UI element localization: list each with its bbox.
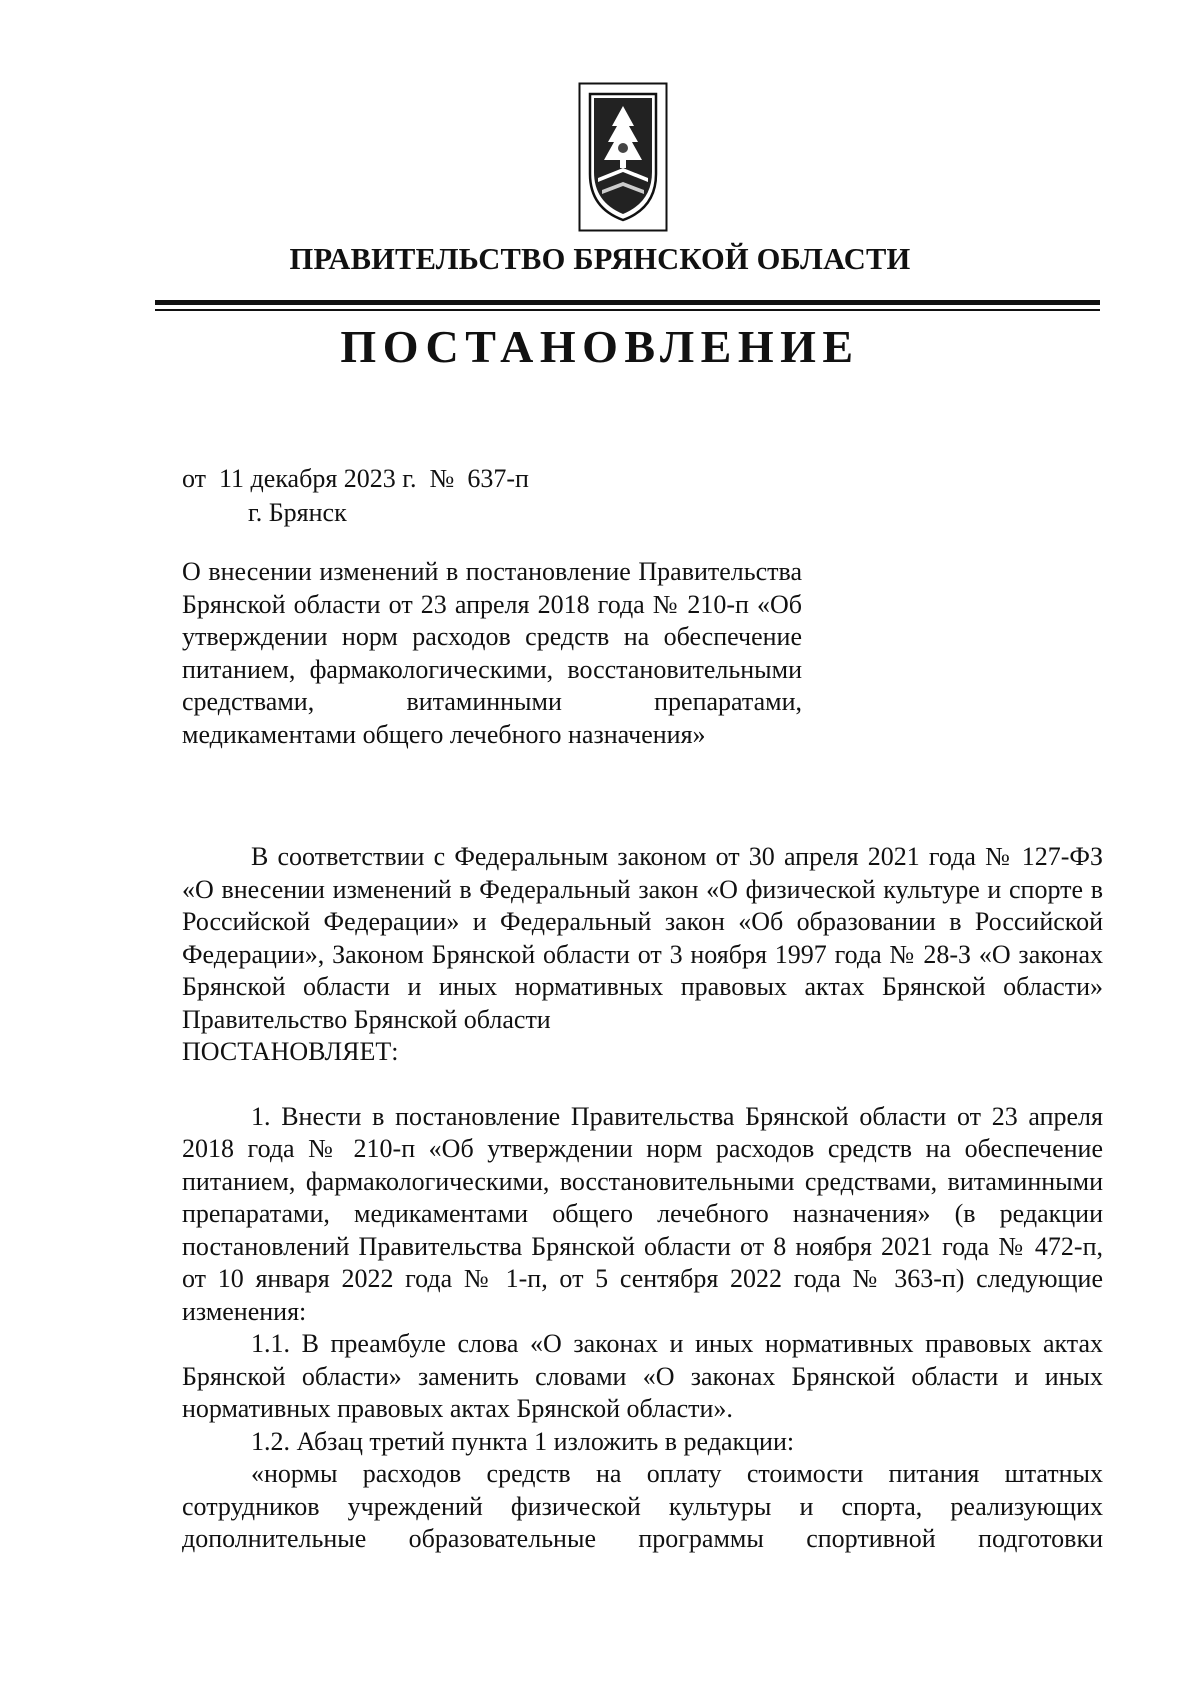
organization-title: ПРАВИТЕЛЬСТВО БРЯНСКОЙ ОБЛАСТИ bbox=[289, 242, 911, 276]
document-type-title: ПОСТАНОВЛЕНИЕ bbox=[340, 321, 860, 372]
quoted-norms-paragraph: «нормы расходов средств на оплату стоимости питания штатных сотрудников учреждений физической культуры и спорта, реализующих дополнительные образовательные программы спортивной подготовки bbox=[182, 1459, 1103, 1553]
coat-of-arms-icon bbox=[578, 82, 668, 232]
item-1-2-paragraph: 1.2. Абзац третий пункта 1 изложить в редакции: bbox=[251, 1426, 795, 1456]
document-date-number: от 11 декабря 2023 г. № 637-п bbox=[182, 464, 529, 493]
document-subject: О внесении изменений в постановление Правительства Брянской области от 23 апреля 2018 года № 210-п «Об утверждении норм расходов средств на обеспечение питанием, фармакологическими, восстановительными средствами, витаминными препаратами, медикаментами общего лечебного назначения» bbox=[182, 557, 802, 749]
item-1-1-paragraph: 1.1. В преамбуле слова «О законах и иных нормативных правовых актах Брянской области» заменить словами «О законах Брянской области и иных нормативных правовых актах Брянской области». bbox=[182, 1329, 1103, 1423]
resolves-heading: ПОСТАНОВЛЯЕТ: bbox=[182, 1037, 399, 1066]
document-body bbox=[182, 841, 1103, 1556]
header-divider-thin bbox=[155, 309, 1100, 311]
preamble-paragraph: В соответствии с Федеральным законом от 30 апреля 2021 года № 127-ФЗ «О внесении изменений в Федеральный закон «О физической культуре и спорте в Российской Федерации» и Федеральный закон «Об образовании в Российской Федерации», Законом Брянской области от 3 ноября 1997 года № 28-З «О законах Брянской области и иных нормативных правовых актах Брянской области» Правительство Брянской области bbox=[182, 842, 1103, 1034]
document-city: г. Брянск bbox=[248, 498, 347, 527]
paragraph-spacer bbox=[182, 1069, 1103, 1101]
item-1-paragraph: 1. Внести в постановление Правительства Брянской области от 23 апреля 2018 года № 210-п «Об утверждении норм расходов средств на обеспечение питанием, фармакологическими, восстановительными средствами, витаминными препаратами, медикаментами общего лечебного назначения» (в редакции постановлений Правительства Брянской области от 8 ноября 2021 года № 472-п, от 10 января 2022 года № 1-п, от 5 сентября 2022 года № 363-п) следующие изменения: bbox=[182, 1101, 1103, 1326]
header-divider-thick bbox=[155, 300, 1100, 305]
